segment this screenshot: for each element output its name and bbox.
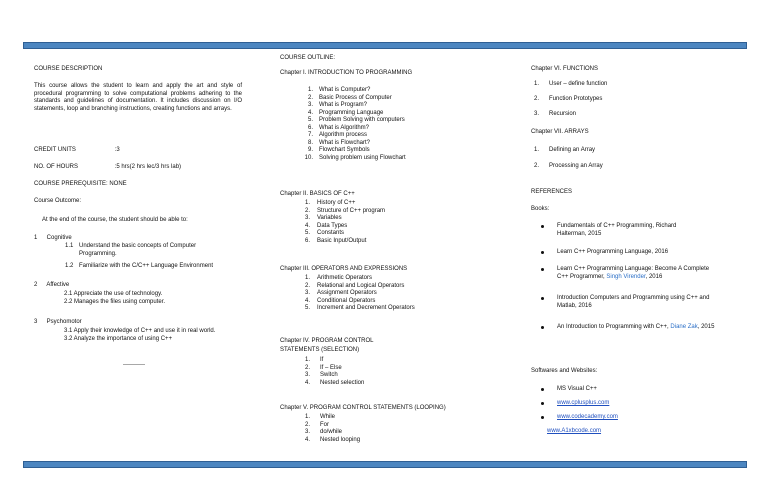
chapter-3-list: [280, 275, 490, 313]
domain-psychomotor: [34, 319, 242, 327]
hours-row: [34, 164, 242, 172]
chapter-4-list: [280, 357, 490, 387]
site-item: [531, 400, 746, 414]
book-item: [531, 249, 746, 266]
prerequisite: COURSE PREREQUISITE: NONE: [34, 181, 127, 187]
book-text: Learn C++ Programming Language, 2016: [557, 249, 669, 255]
hours-label: NO. OF HOURS: [34, 164, 79, 170]
list-item: 10. Solving problem using Flowchart: [304, 154, 406, 161]
outcome-item: 2.1 Appreciate the use of technology.: [64, 291, 163, 297]
course-description-text: This course allows the student to learn and apply the art and style of procedural programming to solve computational problems adhering to the standards and guidelines of documentation. It includes discussion on I/O statements, loop and branching instructions, creating functions and arrays.: [34, 83, 242, 112]
bullet-icon: [541, 416, 544, 419]
book-text: Learn C++ Programming Language: Become A Complete C++ Programmer,: [557, 266, 710, 280]
list-item: 1. If: [304, 357, 324, 363]
chapter-6-list: [531, 81, 746, 126]
author-link[interactable]: Diane Zak: [670, 324, 698, 330]
list-item: 2. For: [304, 421, 329, 428]
list-item: 3. What is Program?: [307, 102, 368, 108]
websites-heading: Softwares and Websites:: [531, 368, 598, 374]
list-item: 3. Variables: [304, 215, 342, 221]
books-list: [531, 223, 746, 353]
list-item: 1. While: [304, 414, 336, 420]
chapter-4-title-line2: STATEMENTS (SELECTION): [280, 347, 360, 353]
domain-name: Psychomotor: [46, 319, 82, 325]
list-item: 9. Flowchart Symbols: [307, 147, 370, 153]
bullet-icon: [541, 225, 544, 228]
domain-name: Affective: [46, 282, 70, 288]
list-item: 6. Basic Input/Output: [304, 237, 367, 244]
list-item: 1. User – define function: [533, 81, 608, 87]
books-heading: Books:: [531, 206, 550, 212]
outcome-item-text: Familiarize with the C/C++ Language Environment: [79, 263, 214, 269]
site-item: [531, 428, 746, 442]
chapter-6-title: Chapter VI. FUNCTIONS: [531, 66, 599, 72]
book-text: Fundamentals of C++ Programming, Richard Halterman, 2015: [557, 223, 677, 237]
domain-affective: [34, 282, 242, 290]
separator-dashes: -----------: [123, 362, 145, 368]
outcome-item: 3.2 Analyze the importance of using C++: [64, 336, 173, 342]
top-blue-band: [23, 42, 747, 49]
list-item: 5. Constants: [304, 230, 345, 236]
site-link[interactable]: www.A1xbcode.com: [547, 428, 602, 434]
domain-number: 2: [34, 282, 38, 288]
list-item: 1. What is Computer?: [307, 87, 371, 93]
site-link[interactable]: www.codecademy.com: [557, 414, 618, 420]
site-item: [531, 414, 746, 428]
list-item: 4. Nested looping: [304, 436, 361, 443]
list-item: 3. Assignment Operators: [304, 290, 377, 296]
bullet-icon: [541, 297, 544, 300]
list-item: 7. Algorithm process: [307, 132, 368, 138]
outcome-item-number: 1.2: [65, 263, 74, 269]
author-link[interactable]: Singh Virender: [606, 273, 646, 280]
domain-name: Cognitive: [46, 235, 72, 241]
outcome-item-text: Understand the basic concepts of Computer Programming.: [79, 243, 197, 257]
chapter-2-list: [280, 200, 490, 245]
chapter-5-title: Chapter V. PROGRAM CONTROL STATEMENTS (LOOPING): [280, 405, 446, 411]
book-item: [531, 266, 746, 295]
site-link[interactable]: www.cplusplus.com: [557, 400, 610, 406]
list-item: 2. Function Prototypes: [533, 96, 603, 102]
book-text: Introduction Computers and Programming using C++ and Matlab, 2016: [557, 295, 710, 309]
list-item: 3. do/while: [304, 429, 343, 435]
outcome-item: 2.2 Manages the files using computer.: [64, 299, 166, 305]
list-item: 1. Arithmetic Operators: [304, 275, 373, 281]
bullet-icon: [541, 388, 544, 391]
list-item: 8. What is Flowchart?: [307, 139, 371, 146]
chapter-1-title: Chapter I. INTRODUCTION TO PROGRAMMING: [280, 70, 413, 76]
course-outcome-heading: Course Outcome:: [34, 198, 82, 204]
list-item: 5. Problem Solving with computers: [307, 117, 405, 123]
site-item: [531, 386, 746, 400]
outcome-item-number: 1.1: [65, 243, 74, 249]
list-item: 4. Conditional Operators: [304, 297, 376, 304]
book-item: [531, 324, 746, 353]
book-item: [531, 295, 746, 324]
domain-number: 3: [34, 319, 38, 325]
list-item: 2. Processing an Array: [533, 163, 603, 169]
list-item: 5. Increment and Decrement Operators: [304, 305, 415, 311]
list-item: 3. Switch: [304, 372, 338, 378]
outcome-item: [65, 243, 242, 258]
chapter-2-title: Chapter II. BASICS OF C++: [280, 191, 355, 197]
book-text: An Introduction to Programming with C++,: [557, 324, 669, 330]
book-year: , 2016: [645, 273, 663, 280]
bullet-icon: [541, 402, 544, 405]
references-heading: REFERENCES: [531, 189, 573, 195]
book-year: , 2015: [697, 324, 715, 330]
credit-units-label: CREDIT UNITS: [34, 147, 76, 153]
list-item: 4. Data Types: [304, 222, 348, 229]
credit-units-row: [34, 147, 242, 155]
chapter-4-title-line1: Chapter IV. PROGRAM CONTROL: [280, 338, 374, 344]
websites-list: [531, 386, 746, 442]
list-item: 3. Recursion: [533, 111, 577, 117]
credit-units-value: :3: [114, 147, 120, 153]
list-item: 2. If – Else: [304, 364, 342, 371]
list-item: 4. Programming Language: [307, 109, 384, 116]
course-description-heading: COURSE DESCRIPTION: [34, 66, 103, 72]
domain-number: 1: [34, 235, 38, 241]
bullet-icon: [541, 251, 544, 254]
course-outline-heading: COURSE OUTLINE:: [280, 55, 336, 61]
chapter-5-list: [280, 414, 490, 444]
outcome-item: 3.1 Apply their knowledge of C++ and use it in real world.: [64, 328, 216, 334]
course-outcome-intro: At the end of the course, the student should be able to:: [42, 217, 188, 223]
list-item: 2. Basic Process of Computer: [307, 94, 392, 101]
chapter-7-title: Chapter VII. ARRAYS: [531, 129, 589, 135]
site-text: MS Visual C++: [557, 386, 597, 392]
chapter-3-title: Chapter III. OPERATORS AND EXPRESSIONS: [280, 266, 408, 272]
book-item: [531, 223, 746, 249]
outcome-item: [65, 263, 242, 271]
list-item: 2. Relational and Logical Operators: [304, 282, 405, 289]
list-item: 6. What is Algorithm?: [307, 124, 370, 131]
bullet-icon: [541, 268, 544, 271]
domain-cognitive: [34, 235, 242, 243]
chapter-1-list: [280, 87, 490, 162]
list-item: 2. Structure of C++ program: [304, 207, 386, 214]
bottom-blue-band: [23, 461, 747, 468]
list-item: 4. Nested selection: [304, 379, 365, 386]
list-item: 1. Defining an Array: [533, 147, 596, 153]
list-item: 1. History of C++: [304, 200, 356, 206]
bullet-icon: [541, 326, 544, 329]
hours-value: :5 hrs(2 hrs lec/3 hrs lab): [114, 164, 182, 170]
chapter-7-list: [531, 147, 746, 179]
